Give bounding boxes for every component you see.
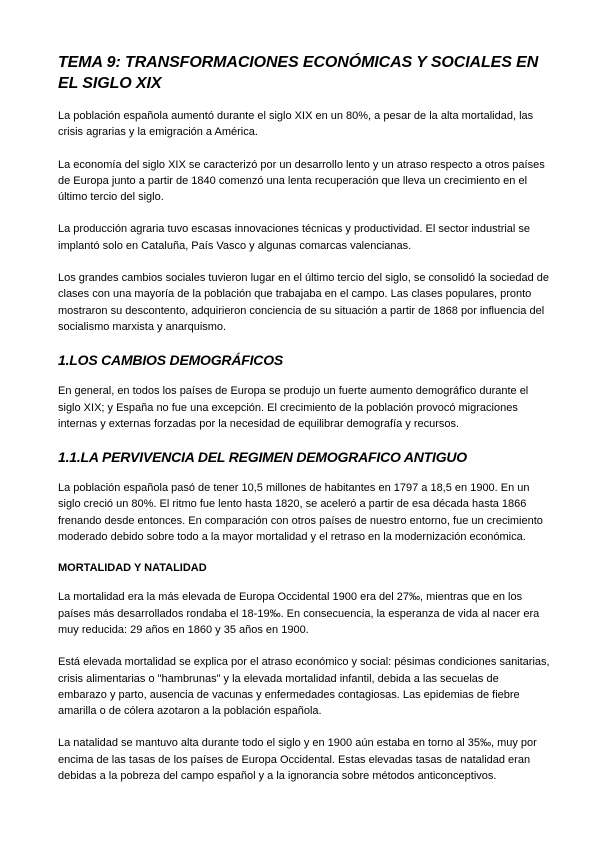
mortalidad-paragraph: Está elevada mortalidad se explica por el atraso económico y social: pésimas condiciones sanitarias, crisis alimentarias o "hambrunas" y la elevada mortalidad infantil, debida a las secuelas de embarazo y parto, ausencia de vacunas y enfermedades contagiosas. Las epidemias de fiebre amarilla o de cólera azotaron a la población española. (58, 656, 550, 718)
section-paragraph: En general, en todos los países de Europa se produjo un fuerte aumento demográfico durante el siglo XIX; y España no fue una excepción. El crecimiento de la población provocó migraciones internas y externas forzadas por la necesidad de equilibrar demografía y recursos. (58, 385, 529, 430)
intro-paragraph: La producción agraria tuvo escasas innovaciones técnicas y productividad. El sector industrial se implantó solo en Cataluña, País Vasco y algunas comarcas valencianas. (58, 223, 531, 252)
intro-paragraph: La población española aumentó durante el siglo XIX en un 80%, a pesar de la alta mortalidad, las crisis agrarias y la emigración a América. (58, 110, 534, 139)
intro-paragraph: La economía del siglo XIX se caracterizó por un desarrollo lento y un atraso respecto a otros países de Europa junto a partir de 1840 comenzó una lenta recuperación que lleva un crecimiento en el último tercio del siglo. (58, 158, 545, 204)
intro-paragraph: Los grandes cambios sociales tuvieron lugar en el último tercio del siglo, se consolidó la sociedad de clases con una mayoría de la población que trabajaba en el campo. Las clases populares, pronto mostraron su descontento, adquirieron conciencia de su situación a partir de 1868 por influencia del socialismo marxista y anarquismo. (58, 272, 549, 333)
document-page (58, 52, 550, 800)
mortalidad-paragraph: La mortalidad era la más elevada de Europa Occidental 1900 era del 27‰, mientras que en los países más desarrollados rondaba el 18-19‰. En consecuencia, la esperanza de vida al nacer era muy reducida: 29 años en 1860 y 35 años en 1900. (58, 591, 540, 636)
mortalidad-paragraph: La natalidad se mantuvo alta durante todo el siglo y en 1900 aún estaba en torno al 35‰, muy por encima de las tasas de los países de Europa Occidental. Estas elevadas tasas de natalidad eran debidas a la pobreza del campo español y a la ignorancia sobre métodos anticonceptivos. (58, 737, 537, 783)
subheading-mortalidad-natalidad: MORTALIDAD Y NATALIDAD (58, 562, 207, 575)
section-heading-regimen-antiguo: 1.1.LA PERVIVENCIA DEL REGIMEN DEMOGRAFICO ANTIGUO (58, 449, 468, 466)
section-heading-demograficos: 1.LOS CAMBIOS DEMOGRÁFICOS (58, 352, 284, 369)
document-title: TEMA 9: TRANSFORMACIONES ECONÓMICAS Y SOCIALES EN EL SIGLO XIX (58, 54, 539, 92)
section-paragraph: La población española pasó de tener 10,5 millones de habitantes en 1797 a 18,5 en 1900. En un siglo creció un 80%. El ritmo fue lento hasta 1820, se aceleró a partir de esa década hasta 1866 frenando desde entonces. En comparación con otros países de nuestro entorno, fue un crecimiento moderado debido sobre todo a la mayor mortalidad y el retraso en la modernización económica. (58, 482, 543, 544)
